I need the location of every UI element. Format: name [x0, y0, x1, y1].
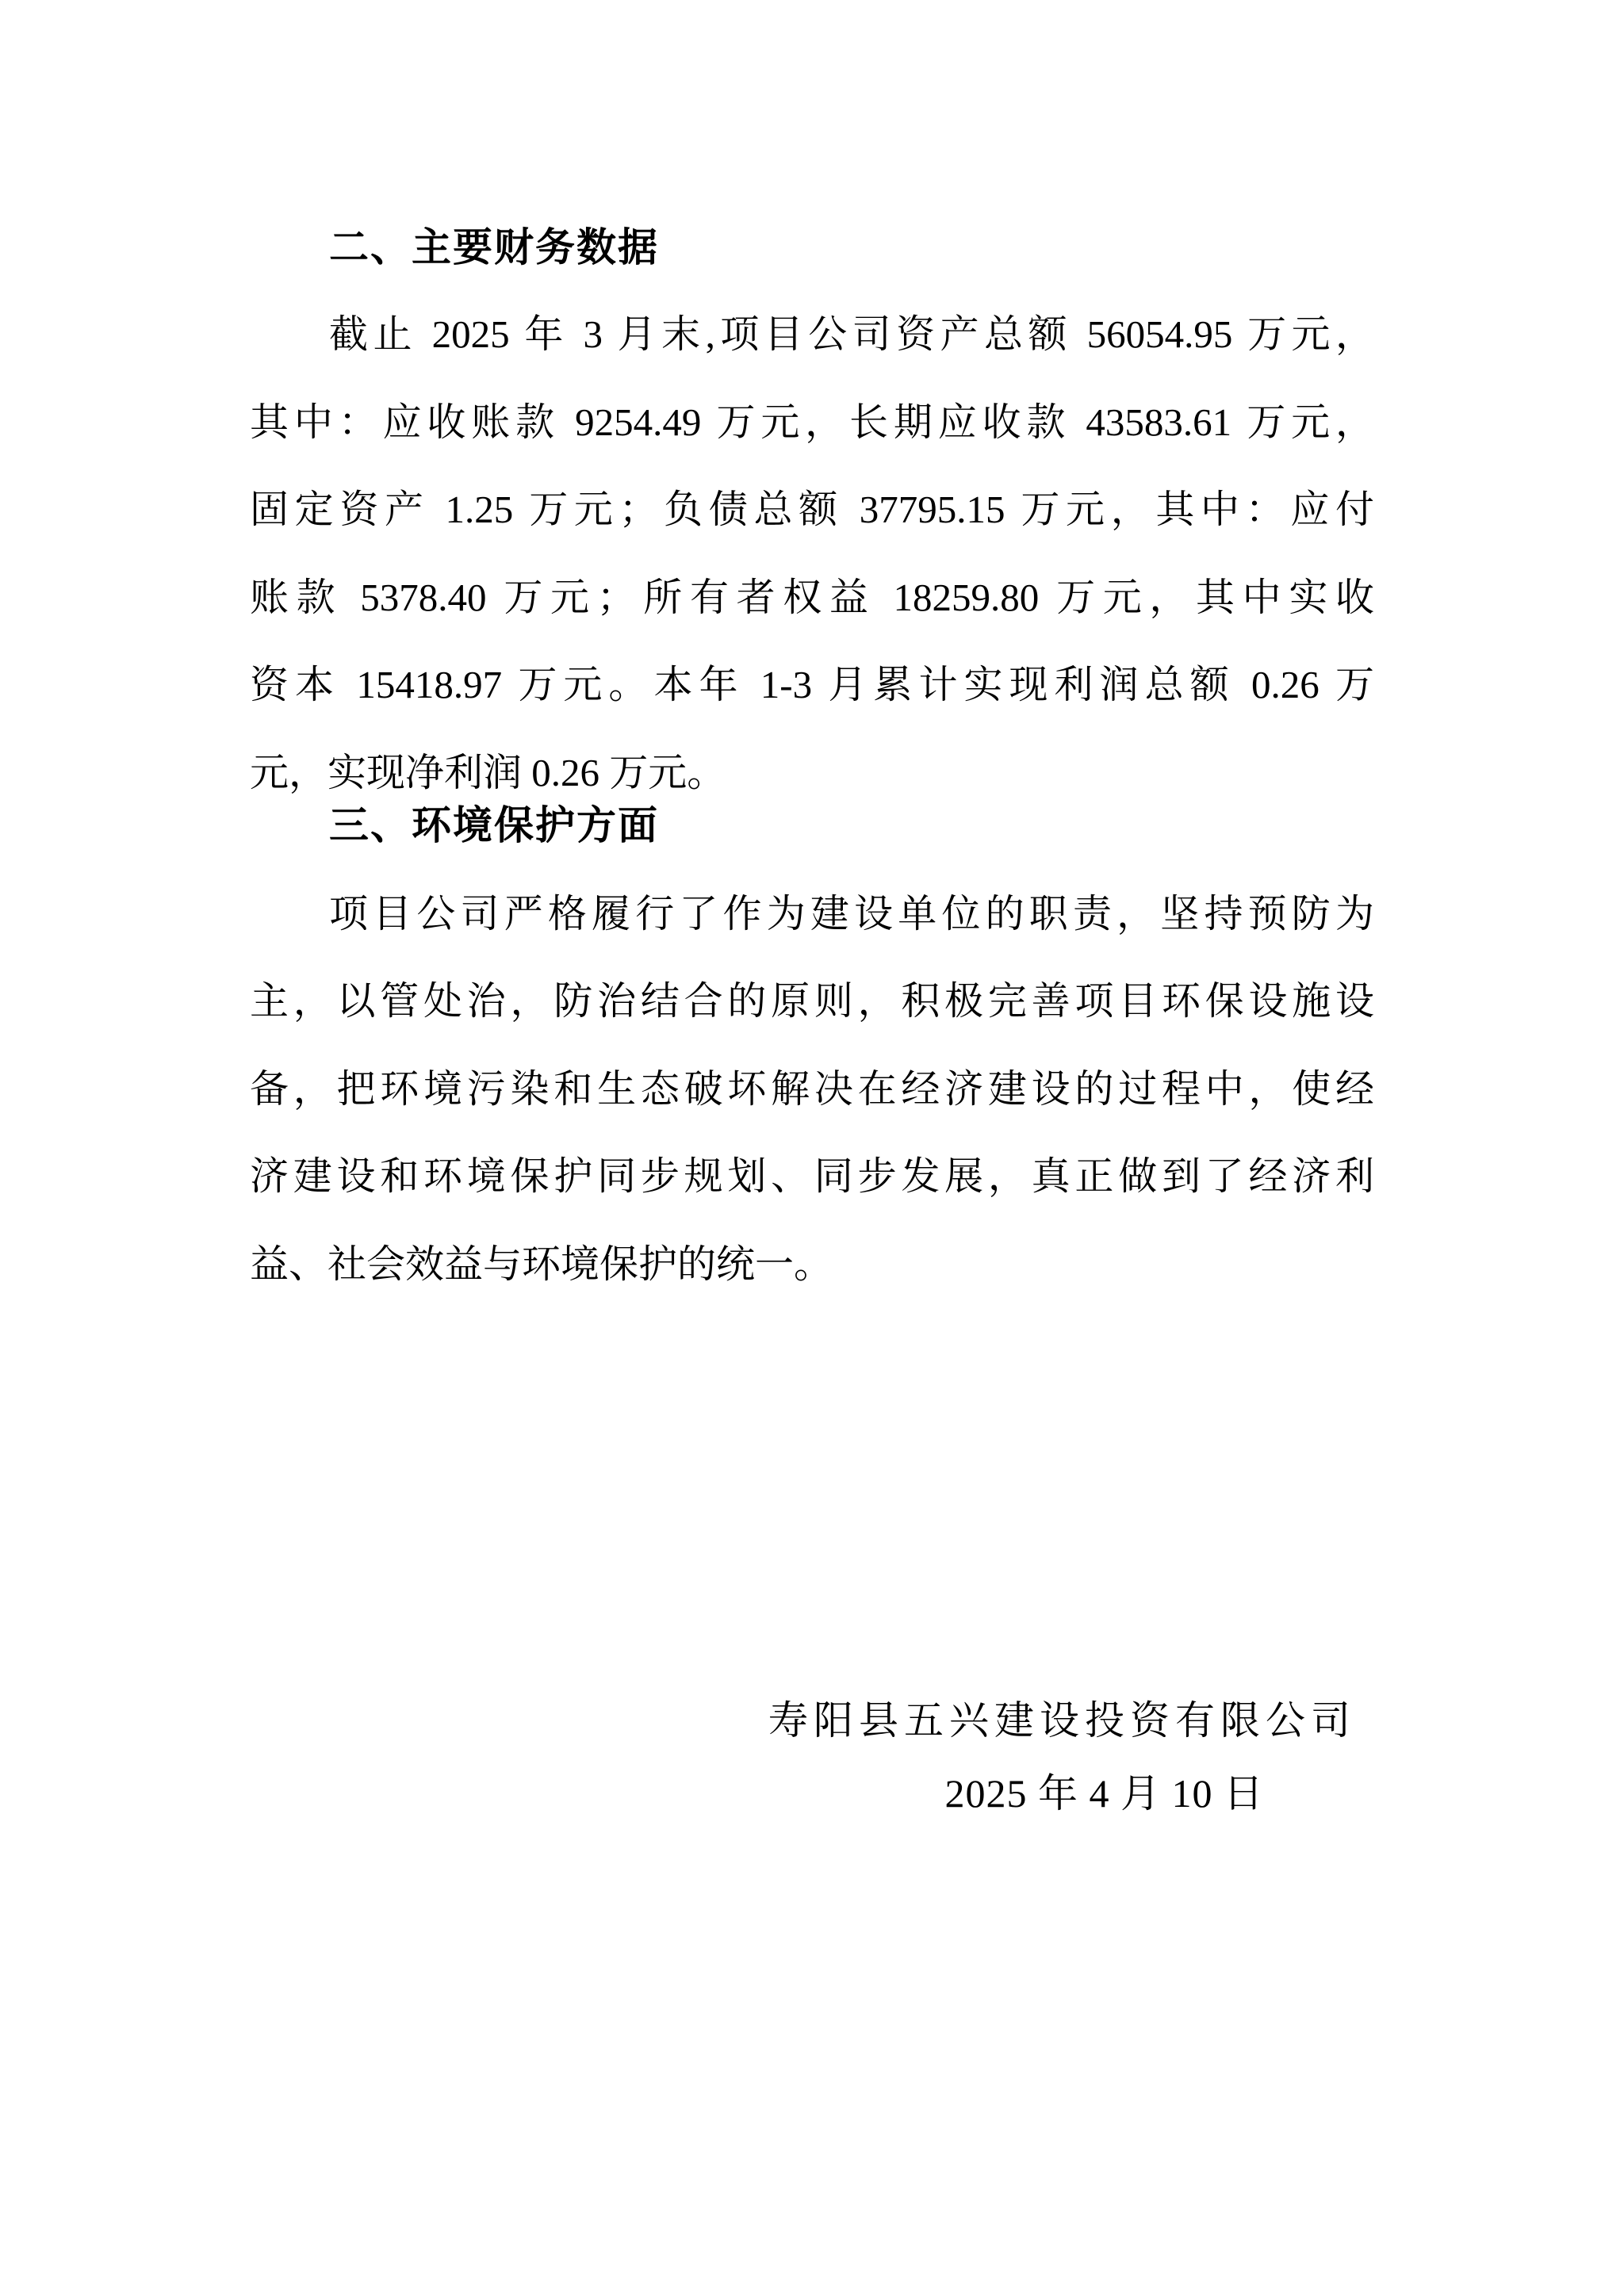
paragraph-line: 固定资产 1.25 万元；负债总额 37795.15 万元，其中：应付 [250, 488, 1374, 531]
paragraph-line: 账款 5378.40 万元；所有者权益 18259.80 万元，其中实收 [250, 576, 1374, 619]
paragraph-line: 备，把环境污染和生态破坏解决在经济建设的过程中，使经 [250, 1067, 1374, 1111]
paragraph-line: 项目公司严格履行了作为建设单位的职责，坚持预防为 [329, 892, 1374, 936]
paragraph-line: 主，以管处治，防治结合的原则，积极完善项目环保设施设 [250, 979, 1374, 1023]
signature-date: 2025 年 4 月 10 日 [944, 1771, 1264, 1816]
paragraph-line: 资本 15418.97 万元。本年 1-3 月累计实现利润总额 0.26 万 [250, 663, 1374, 706]
paragraph-line: 截止 2025 年 3 月末,项目公司资产总额 56054.95 万元， [329, 312, 1374, 356]
section-heading-environment: 三、环境保护方面 [329, 802, 659, 848]
paragraph-line: 其中：应收账款 9254.49 万元，长期应收款 43583.61 万元， [250, 400, 1374, 444]
paragraph-line: 济建设和环境保护同步规划、同步发展，真正做到了经济利 [250, 1154, 1374, 1198]
company-signature: 寿阳县五兴建设投资有限公司 [768, 1698, 1356, 1743]
paragraph-line: 益、社会效益与环境保护的统一。 [250, 1242, 833, 1286]
paragraph-line: 元，实现净利润 0.26 万元。 [250, 751, 726, 794]
section-heading-financial-data: 二、主要财务数据 [329, 224, 659, 270]
